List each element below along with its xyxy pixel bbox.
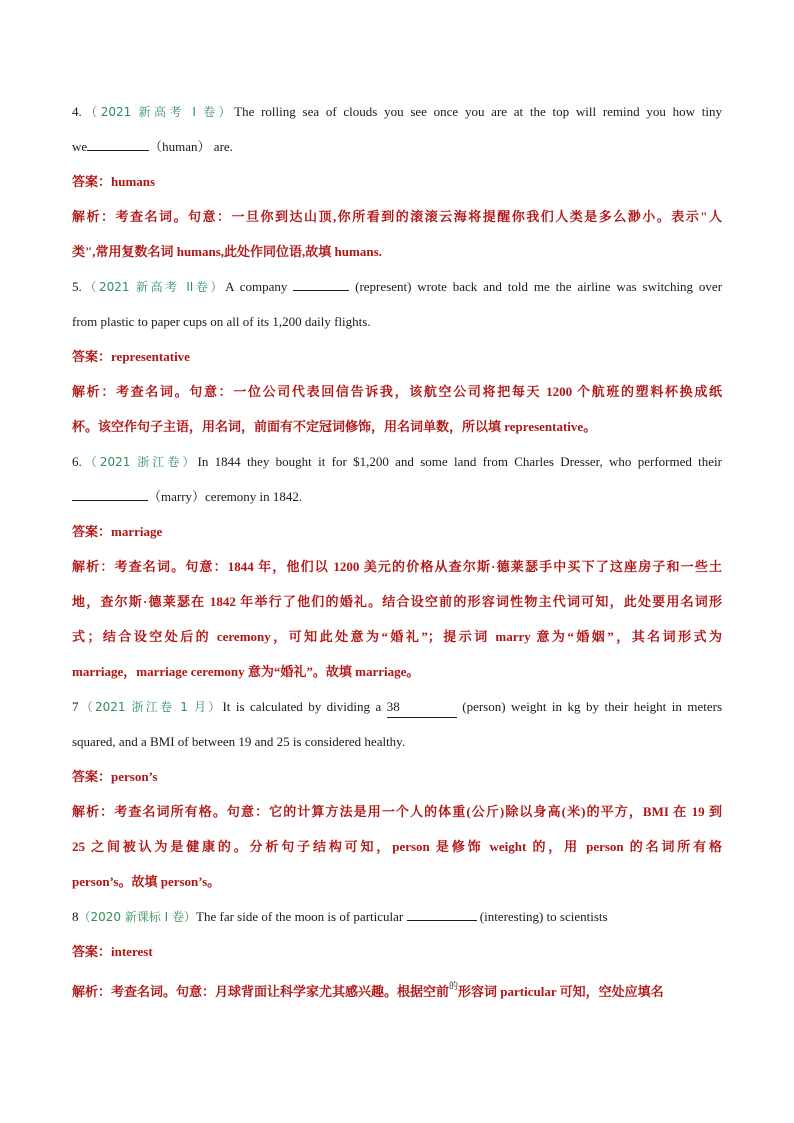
q6-answer: 答案：marriage	[72, 524, 163, 540]
q8-stem-line1: 8（2020 新课标 I 卷）The far side of the moon is of particular (interesting) to scientists	[72, 909, 608, 924]
q6-blank	[72, 487, 148, 501]
q6-source: （2021 浙江卷）	[81, 455, 198, 469]
q4-blank	[87, 137, 149, 151]
q6-explanation-line1: 解析：考查名词。句意：1844 年，他们以 1200 美元的价格从查尔斯·德莱瑟手中买下了这座房子和一些土	[72, 559, 722, 574]
q7-source: （2021 浙江卷 1 月）	[78, 700, 223, 714]
q8-source: （2020 新课标 I 卷）	[78, 910, 197, 924]
q5-explanation-line2: 杯。该空作句子主语，用名词，前面有不定冠词修饰，用名词单数，所以填 representative。	[72, 419, 597, 434]
q4-explanation-line2: 类",常用复数名词 humans,此处作同位语,故填 humans.	[72, 244, 382, 259]
q6-stem-line1: 6.（2021 浙江卷）In 1844 they bought it for $1,200 and some land from Charles Dresser, who performed their	[72, 454, 722, 469]
q8-answer: 答案：interest	[72, 944, 153, 960]
q4-text: The rolling sea of clouds you see once you are at the top will remind you how tiny	[234, 104, 722, 119]
q4-stem-line1	[72, 102, 722, 122]
q7-explanation-line3: person’s。故填 person’s。	[72, 874, 221, 889]
q6-explanation-line2: 地，查尔斯·德莱瑟在 1842 年举行了他们的婚礼。结合设空前的形容词性物主代词可知，此处要用名词形	[72, 594, 722, 609]
q8-blank	[407, 907, 477, 921]
q6-explanation-line3: 式；结合设空处后的 ceremony，可知此处意为“婚礼”；提示词 marry 意为“婚姻”，其名词形式为	[72, 629, 722, 644]
q5-blank	[293, 277, 349, 291]
q4-source: （2021 新高考 I 卷）	[81, 105, 235, 119]
q7-explanation-line2: 25 之间被认为是健康的。分析句子结构可知，person 是修饰 weight 的，用 person 的名词所有格	[72, 839, 722, 854]
q7-explanation-line1: 解析：考查名词所有格。句意：它的计算方法是用一个人的体重(公斤)除以身高(米)的平方，BMI 在 19 到	[72, 804, 722, 819]
q5-source: （2021 新高考 II卷）	[81, 280, 226, 294]
q5-answer: 答案：representative	[72, 349, 190, 365]
q5-stem-line2: from plastic to paper cups on all of its 1,200 daily flights.	[72, 314, 371, 329]
q7-answer: 答案：person’s	[72, 769, 158, 785]
q4-explanation-line1: 解析：考查名词。句意：一旦你到达山顶,你所看到的滚滚云海将提醒你我们人类是多么渺小。表示"人	[72, 209, 722, 224]
q6-stem-line2: （marry）ceremony in 1842.	[72, 487, 722, 507]
q6-explanation-line4: marriage，marriage ceremony 意为“婚礼”。故填 marriage。	[72, 664, 420, 679]
q7-stem-line2: squared, and a BMI of between 19 and 25 is considered healthy.	[72, 734, 406, 749]
q4-answer: 答案：humans	[72, 174, 156, 190]
q7-stem-line1: 7（2021 浙江卷 1 月）It is calculated by dividing a 38 (person) weight in kg by their height in meters	[72, 697, 722, 718]
q7-blank: 38	[387, 697, 457, 718]
q5-explanation-line1: 解析：考查名词。句意：一位公司代表回信告诉我，该航空公司将把每天 1200 个航班的塑料杯换成纸	[72, 384, 722, 399]
q4-stem-line2: we （human） are.	[72, 139, 233, 154]
q4-number: 4.	[72, 104, 82, 119]
q8-explanation-line1: 解析：考查名词。句意：月球背面让科学家尤其感兴趣。根据空前$^的$形容词 particular 可知，空处应填名	[72, 981, 664, 999]
q5-stem-line1: 5.（2021 新高考 II卷）A company (represent) wrote back and told me the airline was switching over	[72, 279, 723, 294]
